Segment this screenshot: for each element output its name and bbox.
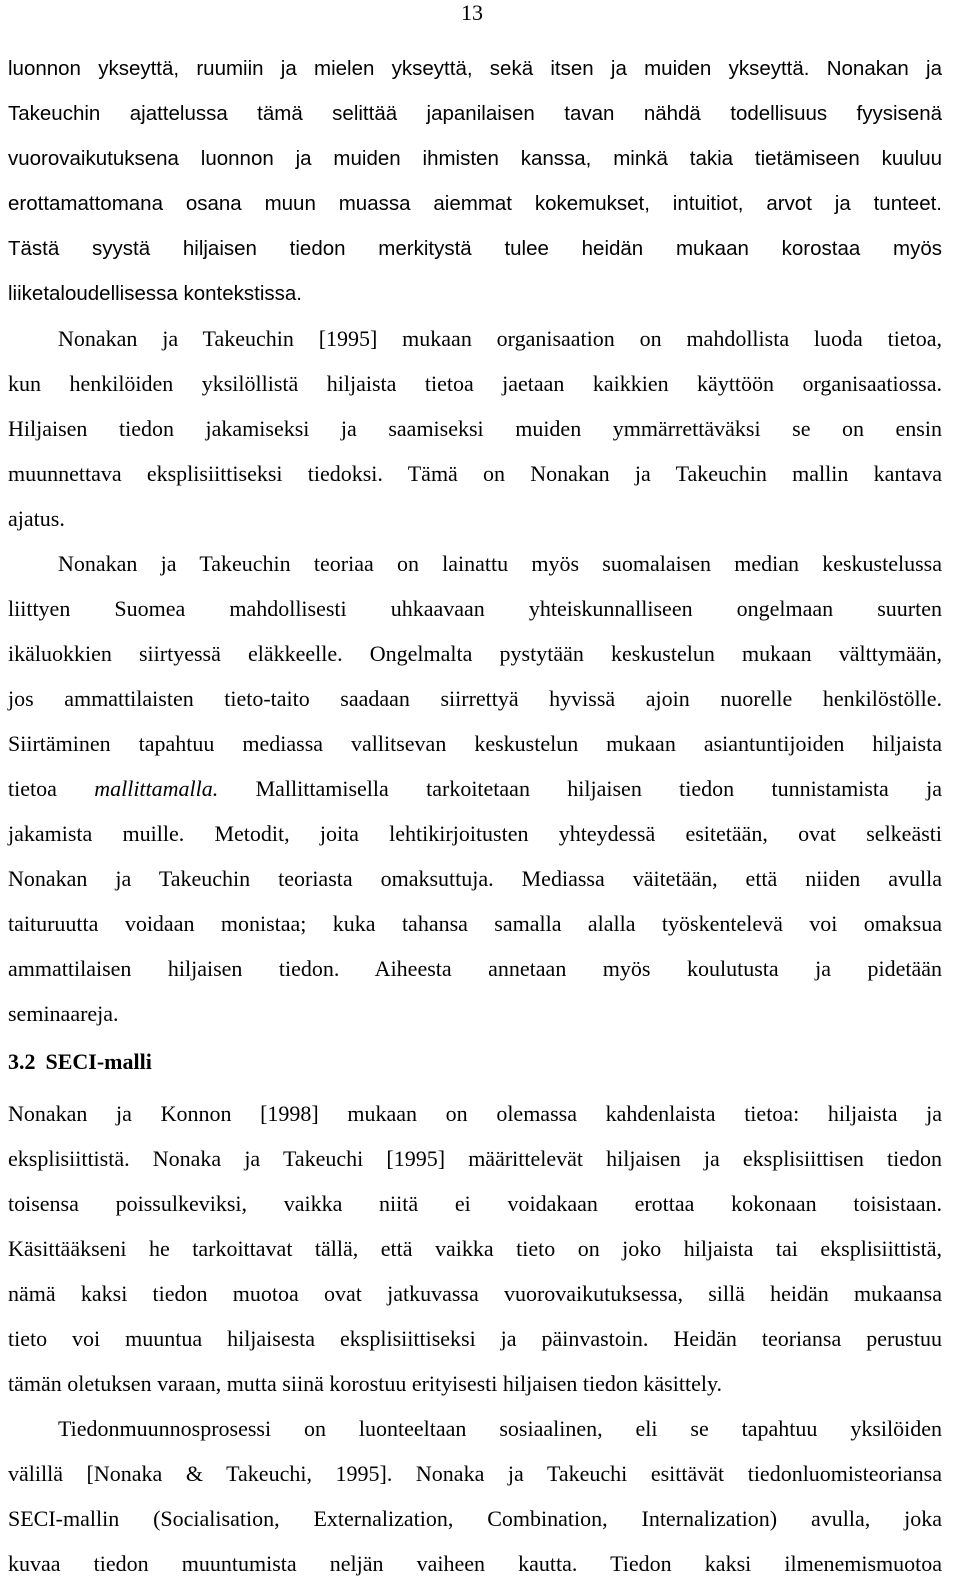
text-line: eksplisiittistä. Nonaka ja Takeuchi [1995] määrittelevät hiljaisen ja eksplisiittisen tiedon — [8, 1146, 942, 1171]
text-line: vuorovaikutuksena luonnon ja muiden ihmisten kanssa, minkä takia tietämiseen kuuluu — [8, 147, 942, 170]
text-line: Käsittääkseni he tarkoittavat tällä, että vaikka tieto on joko hiljaista tai eksplisiittistä, — [8, 1236, 942, 1261]
italic-term: mallittamalla. — [94, 776, 219, 801]
text-line: Siirtäminen tapahtuu mediassa vallitsevan keskustelun mukaan asiantuntijoiden hiljaista — [8, 731, 942, 756]
section-heading — [8, 1039, 152, 1084]
text-line — [8, 766, 942, 811]
text-line: liittyen Suomea mahdollisesti uhkaavaan yhteiskunnalliseen ongelmaan suurten — [8, 596, 942, 621]
text-line: ammattilaisen hiljaisen tiedon. Aiheesta annetaan myös koulutusta ja pidetään — [8, 956, 942, 981]
text-line: kun henkilöiden yksilöllistä hiljaista tietoa jaetaan kaikkien käyttöön organisaatiossa. — [8, 371, 942, 396]
text-line: tämän oletuksen varaan, mutta siinä korostuu erityisesti hiljaisen tiedon käsittely. — [8, 1371, 723, 1396]
paragraph-2 — [8, 316, 942, 541]
text-line: Nonakan ja Takeuchin [1995] mukaan organisaation on mahdollista luoda tietoa, — [58, 326, 942, 351]
text-line: muunnettava eksplisiittiseksi tiedoksi. Tämä on Nonakan ja Takeuchin mallin kantava — [8, 461, 942, 486]
paragraph-3 — [8, 541, 942, 1036]
text-line: nämä kaksi tiedon muotoa ovat jatkuvassa vuorovaikutuksessa, sillä heidän mukaansa — [8, 1281, 942, 1306]
section-number: 3.2 — [8, 1049, 36, 1074]
text-line: Hiljaisen tiedon jakamiseksi ja saamiseksi muiden ymmärrettäväksi se on ensin — [8, 416, 942, 441]
text-line: Nonakan ja Takeuchin teoriasta omaksuttuja. Mediassa väitetään, että niiden avulla — [8, 866, 942, 891]
text-segment: tietoa — [8, 776, 95, 801]
text-line: luonnon ykseyttä, ruumiin ja mielen ykseyttä, sekä itsen ja muiden ykseyttä. Nonakan ja — [8, 57, 942, 80]
text-line: Nonakan ja Takeuchin teoriaa on lainattu myös suomalaisen median keskustelussa — [58, 551, 942, 576]
section-title: SECI-malli — [45, 1049, 152, 1074]
text-line: taituruutta voidaan monistaa; kuka tahansa samalla alalla työskentelevä voi omaksua — [8, 911, 942, 936]
text-line: tieto voi muuntua hiljaisesta eksplisiittiseksi ja päinvastoin. Heidän teoriansa perustuu — [8, 1326, 942, 1351]
text-line: Takeuchin ajattelussa tämä selittää japanilaisen tavan nähdä todellisuus fyysisenä — [8, 102, 942, 125]
text-segment: Mallittamisella tarkoitetaan hiljaisen tiedon tunnistamista ja — [218, 776, 942, 801]
page-number: 13 — [461, 0, 483, 25]
paragraph-1 — [8, 46, 942, 316]
paragraph-4 — [8, 1091, 942, 1406]
text-line: ikäluokkien siirtyessä eläkkeelle. Ongelmalta pystytään keskustelun mukaan välttymään, — [8, 641, 942, 666]
text-line: kuvaa tiedon muuntumista neljän vaiheen kautta. Tiedon kaksi ilmenemismuotoa — [8, 1551, 942, 1576]
text-line: liiketaloudellisessa kontekstissa. — [8, 282, 302, 305]
text-line: SECI-mallin (Socialisation, Externalization, Combination, Internalization) avulla, joka — [8, 1506, 942, 1531]
text-line: erottamattomana osana muun muassa aiemmat kokemukset, intuitiot, arvot ja tunteet. — [8, 192, 942, 215]
text-line: seminaareja. — [8, 1001, 119, 1026]
text-line: Tiedonmuunnosprosessi on luonteeltaan sosiaalinen, eli se tapahtuu yksilöiden — [58, 1416, 942, 1441]
text-line: jakamista muille. Metodit, joita lehtikirjoitusten yhteydessä esitetään, ovat selkeästi — [8, 821, 942, 846]
text-line: ajatus. — [8, 506, 65, 531]
text-line: Nonakan ja Konnon [1998] mukaan on olemassa kahdenlaista tietoa: hiljaista ja — [8, 1101, 942, 1126]
paragraph-5 — [8, 1406, 942, 1586]
text-line: jos ammattilaisten tieto-taito saadaan siirrettyä hyvissä ajoin nuorelle henkilöstölle. — [8, 686, 942, 711]
text-line: välillä [Nonaka & Takeuchi, 1995]. Nonaka ja Takeuchi esittävät tiedonluomisteoriansa — [8, 1461, 942, 1486]
text-line: toisensa poissulkeviksi, vaikka niitä ei voidakaan erottaa kokonaan toisistaan. — [8, 1191, 942, 1216]
text-line: Tästä syystä hiljaisen tiedon merkitystä tulee heidän mukaan korostaa myös — [8, 237, 942, 260]
